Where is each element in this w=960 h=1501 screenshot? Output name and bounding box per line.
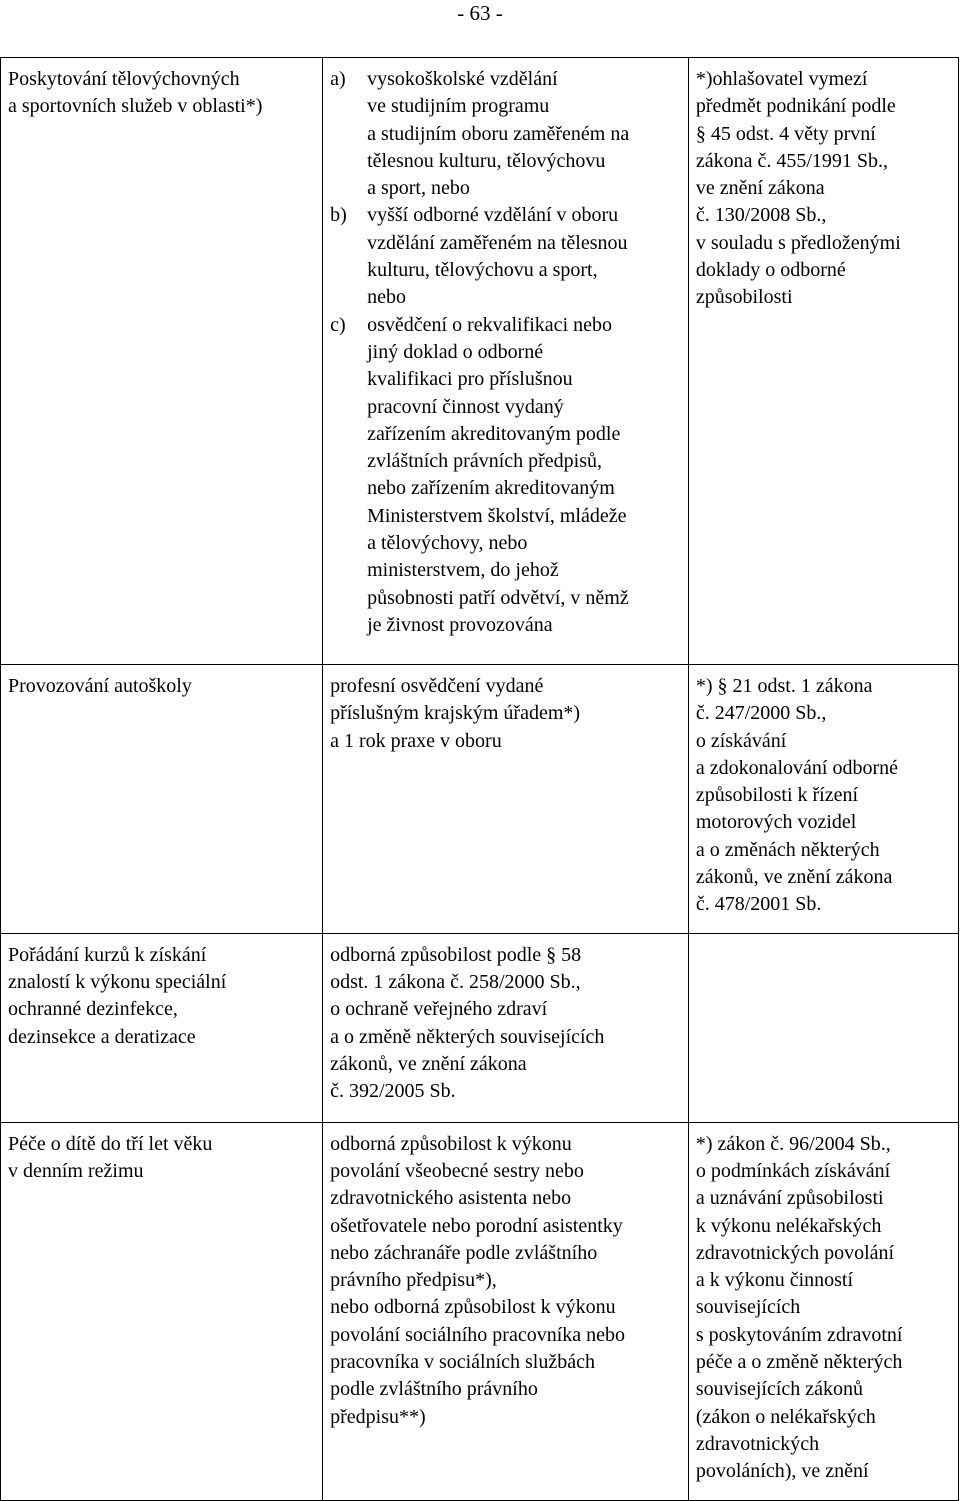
legal-note-line: péče a o změně některých bbox=[695, 1351, 903, 1374]
legal-note-line: a uznávání způsobilosti bbox=[695, 1187, 884, 1210]
qualification-line: působnosti patří odvětví, v němž bbox=[367, 586, 629, 609]
legal-note-line: § 45 odst. 4 věty první bbox=[695, 122, 876, 145]
qualification-line: Ministerstvem školství, mládeže bbox=[367, 504, 627, 527]
legal-note-line: souvisejících bbox=[695, 1296, 801, 1319]
legal-note-line: *) zákon č. 96/2004 Sb., bbox=[695, 1132, 891, 1155]
qualification-line: povolání sociálního pracovníka nebo bbox=[330, 1323, 626, 1346]
legal-note-line: k výkonu nelékařských bbox=[695, 1214, 882, 1237]
legal-note-cell bbox=[688, 933, 958, 1122]
table-row bbox=[1, 933, 959, 1122]
legal-note-line: a k výkonu činností bbox=[695, 1269, 854, 1292]
trade-name-cell bbox=[1, 665, 323, 934]
qualification-line: ošetřovatele nebo porodní asistentky bbox=[330, 1214, 623, 1237]
table-row bbox=[1, 1122, 959, 1500]
trade-name-line: Pořádání kurzů k získání bbox=[8, 943, 207, 966]
legal-note-line: ve znění zákona bbox=[695, 177, 825, 200]
qualification-line: je živnost provozována bbox=[367, 613, 553, 636]
legal-note-line: o podmínkách získávání bbox=[695, 1159, 891, 1182]
qualification-line: a 1 rok praxe v oboru bbox=[330, 729, 502, 752]
item-marker: a) bbox=[330, 68, 346, 90]
legal-note-line: *)ohlašovatel vymezí bbox=[695, 68, 868, 90]
qualification-line: č. 392/2005 Sb. bbox=[330, 1080, 456, 1103]
item-text bbox=[367, 66, 682, 202]
trade-name-line: Péče o dítě do tří let věku bbox=[8, 1132, 213, 1155]
qualification-line: tělesnou kulturu, tělovýchovu bbox=[367, 149, 606, 172]
item-marker: b) bbox=[330, 204, 347, 227]
legal-note-line: o získávání bbox=[695, 729, 787, 752]
qualification-line: nebo bbox=[367, 286, 406, 309]
qualification-line: o ochraně veřejného zdraví bbox=[330, 998, 548, 1021]
legal-note-line: způsobilosti k řízení bbox=[695, 784, 859, 807]
qualification-line: nebo odborná způsobilost k výkonu bbox=[330, 1296, 616, 1319]
trade-name-line: ochranné dezinfekce, bbox=[8, 998, 178, 1021]
trade-name-cell bbox=[1, 1122, 323, 1500]
qualification-line: jiný doklad o odborné bbox=[367, 340, 544, 363]
legal-note-cell bbox=[688, 58, 958, 665]
legal-note-line: zdravotnických povolání bbox=[695, 1241, 895, 1264]
trade-name-line: v denním režimu bbox=[8, 1159, 144, 1182]
qualification-line: kulturu, tělovýchovu a sport, bbox=[367, 259, 598, 282]
qualification-line: podle zvláštního právního bbox=[330, 1378, 538, 1401]
legal-note-line: s poskytováním zdravotní bbox=[695, 1323, 903, 1346]
trade-name-line: znalostí k výkonu speciální bbox=[8, 970, 227, 993]
qualification-cell bbox=[323, 1122, 689, 1500]
qualification-line: příslušným krajským úřadem*) bbox=[330, 702, 581, 725]
legal-note-line: č. 247/2000 Sb., bbox=[695, 702, 827, 725]
legal-note-line: v souladu s předloženými bbox=[695, 231, 901, 254]
qualification-cell bbox=[323, 58, 689, 665]
legal-note-line: *) § 21 odst. 1 zákona bbox=[695, 675, 873, 697]
qualification-line: vysokoškolské vzdělání bbox=[367, 68, 558, 90]
legal-note-line: a o změnách některých bbox=[695, 838, 880, 861]
qualification-line: profesní osvědčení vydané bbox=[330, 675, 544, 697]
qualification-line: a sport, nebo bbox=[367, 177, 470, 200]
qualification-line: právního předpisu*), bbox=[330, 1269, 497, 1292]
qualification-line: povolání všeobecné sestry nebo bbox=[330, 1159, 584, 1182]
legal-note-line: souvisejících zákonů bbox=[695, 1378, 864, 1401]
qualification-line: zvláštních právních předpisů, bbox=[367, 450, 603, 473]
trade-name-cell bbox=[1, 58, 323, 665]
qualification-cell bbox=[323, 665, 689, 934]
legal-note-line: doklady o odborné bbox=[695, 259, 846, 282]
qualification-line: pracovní činnost vydaný bbox=[367, 395, 564, 418]
qualification-line: odborná způsobilost podle § 58 bbox=[330, 943, 582, 966]
item-text bbox=[367, 312, 682, 640]
legal-note-line: předmět podnikání podle bbox=[695, 95, 896, 118]
legal-note-line: č. 130/2008 Sb., bbox=[695, 204, 827, 227]
legal-note-line: motorových vozidel bbox=[695, 811, 857, 834]
legal-note-line: způsobilosti bbox=[695, 286, 793, 309]
qualification-line: vzdělání zaměřeném na tělesnou bbox=[367, 231, 628, 254]
table-row bbox=[1, 58, 959, 665]
qualification-line: osvědčení o rekvalifikaci nebo bbox=[367, 313, 612, 336]
qualification-line: zařízením akreditovaným podle bbox=[367, 422, 621, 445]
qualification-item bbox=[330, 312, 682, 640]
legal-note-line: (zákon o nelékařských bbox=[695, 1405, 876, 1428]
qualification-list bbox=[330, 66, 682, 639]
qualification-line: odborná způsobilost k výkonu bbox=[330, 1132, 572, 1155]
qualification-line: a o změně některých souvisejících bbox=[330, 1025, 605, 1048]
qualification-line: kvalifikaci pro příslušnou bbox=[367, 368, 573, 391]
qualification-line: nebo záchranáře podle zvláštního bbox=[330, 1241, 598, 1264]
qualification-line: vyšší odborné vzdělání v oboru bbox=[367, 204, 619, 227]
qualification-line: a tělovýchovy, nebo bbox=[367, 532, 528, 555]
table-row bbox=[1, 665, 959, 934]
qualification-line: ministerstvem, do jehož bbox=[367, 559, 559, 582]
qualification-line: pracovníka v sociálních službách bbox=[330, 1351, 595, 1374]
legal-note-line: zákona č. 455/1991 Sb., bbox=[695, 149, 889, 172]
trade-name-line: dezinsekce a deratizace bbox=[8, 1025, 196, 1048]
legal-note-cell bbox=[688, 1122, 958, 1500]
qualification-line: nebo zařízením akreditovaným bbox=[367, 477, 615, 500]
item-marker: c) bbox=[330, 313, 346, 336]
trade-name-line: Poskytování tělovýchovných bbox=[8, 68, 240, 90]
legal-note-line: zdravotnických bbox=[695, 1432, 820, 1455]
qualification-line: odst. 1 zákona č. 258/2000 Sb., bbox=[330, 970, 581, 993]
trade-name-line: a sportovních služeb v oblasti*) bbox=[8, 95, 263, 118]
qualification-line: zdravotnického asistenta nebo bbox=[330, 1187, 572, 1210]
qualification-line: předpisu**) bbox=[330, 1405, 426, 1428]
qualification-cell bbox=[323, 933, 689, 1122]
legal-note-line: zákonů, ve znění zákona bbox=[695, 866, 893, 889]
qualification-item bbox=[330, 202, 682, 311]
qualification-item bbox=[330, 66, 682, 202]
legal-note-line: č. 478/2001 Sb. bbox=[695, 893, 822, 916]
item-text bbox=[367, 202, 682, 311]
trade-name-line: Provozování autoškoly bbox=[8, 675, 192, 697]
qualification-line: ve studijním programu bbox=[367, 95, 550, 118]
qualification-line: a studijním oboru zaměřeném na bbox=[367, 122, 630, 145]
legal-note-line: a zdokonalování odborné bbox=[695, 756, 898, 779]
page-number: - 63 - bbox=[457, 1, 503, 25]
legal-note-cell bbox=[688, 665, 958, 934]
qualification-line: zákonů, ve znění zákona bbox=[330, 1052, 527, 1075]
trades-table bbox=[0, 57, 959, 1501]
legal-note-line: povoláních), ve znění bbox=[695, 1460, 869, 1483]
trade-name-cell bbox=[1, 933, 323, 1122]
